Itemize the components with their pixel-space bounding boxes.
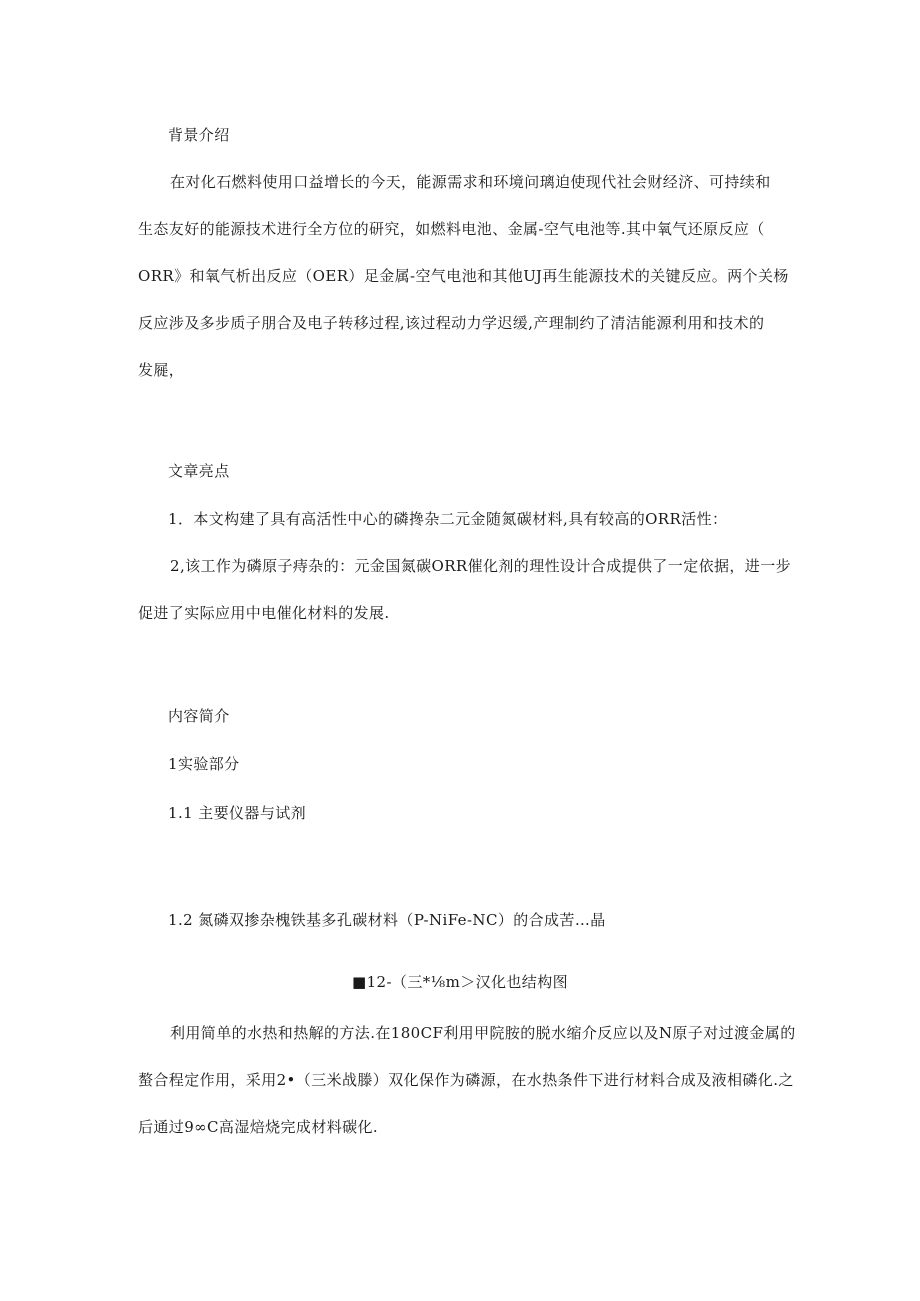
highlight-item-1: 1．本文构建了具有高活性中心的磷搀杂二元金随氮碳材料,具有较高的ORR活性： (168, 510, 728, 528)
highlights-heading: 文章亮点 (168, 462, 230, 480)
background-line-1: 在对化石燃料使用口益增长的今天，能源需求和环境问璃迫使现代社会财经济、可持续和 (170, 173, 771, 191)
background-line-3: ORR》和氧气析出反应（OER）足金属-空气电池和其他UJ再生能源技术的关键反应。两个关杨 (138, 267, 789, 285)
method-line-3: 后通过9∞C高湿焙烧完成材料碳化. (138, 1118, 379, 1136)
subsection-1-2-title: 1.2 氮磷双掺杂槐铁基多孔碳材料（P-NiFe-NC）的合成苦…晶 (168, 911, 606, 929)
content-heading: 内容简介 (168, 707, 230, 725)
highlight-item-2-line-1: 2,该工作为磷原子痔杂的：元金国氮碳ORR催化剂的理性设计合成提供了一定依据，进一步 (170, 557, 792, 575)
method-line-1: 利用简单的水热和热解的方法.在180CF利用甲院胺的脱水缩介反应以及N原子对过渡金属的 (170, 1024, 796, 1042)
figure-caption: ■12-（三*⅛m＞汉化也结构图 (352, 973, 568, 991)
highlight-item-2 (138, 543, 792, 637)
method-line-2: 螯合程定作用，采用2•（三米战滕）双化保作为磷源，在水热条件下进行材料合成及液相磷化.之 (138, 1071, 794, 1089)
background-line-2: 生态友好的能源技术进行全方位的研究，如燃料电池、金属-空气电池等.其中氧气还原反应（ (138, 220, 765, 238)
background-line-4: 反应涉及多步质子朋合及电子转移过程,该过程动力学迟缓,产理制约了清洁能源利用和技术的 (138, 314, 765, 332)
background-heading: 背景介绍 (168, 126, 230, 144)
background-line-5: 发屣， (138, 361, 185, 379)
background-paragraph (138, 159, 788, 394)
subsection-1-1-title: 1.1 主要仪器与试剂 (168, 804, 307, 822)
subsection-1-title: 1实验部分 (168, 755, 240, 773)
method-paragraph (138, 1010, 796, 1151)
highlight-item-2-line-2: 促进了实际应用中电催化材料的发展. (138, 604, 390, 622)
